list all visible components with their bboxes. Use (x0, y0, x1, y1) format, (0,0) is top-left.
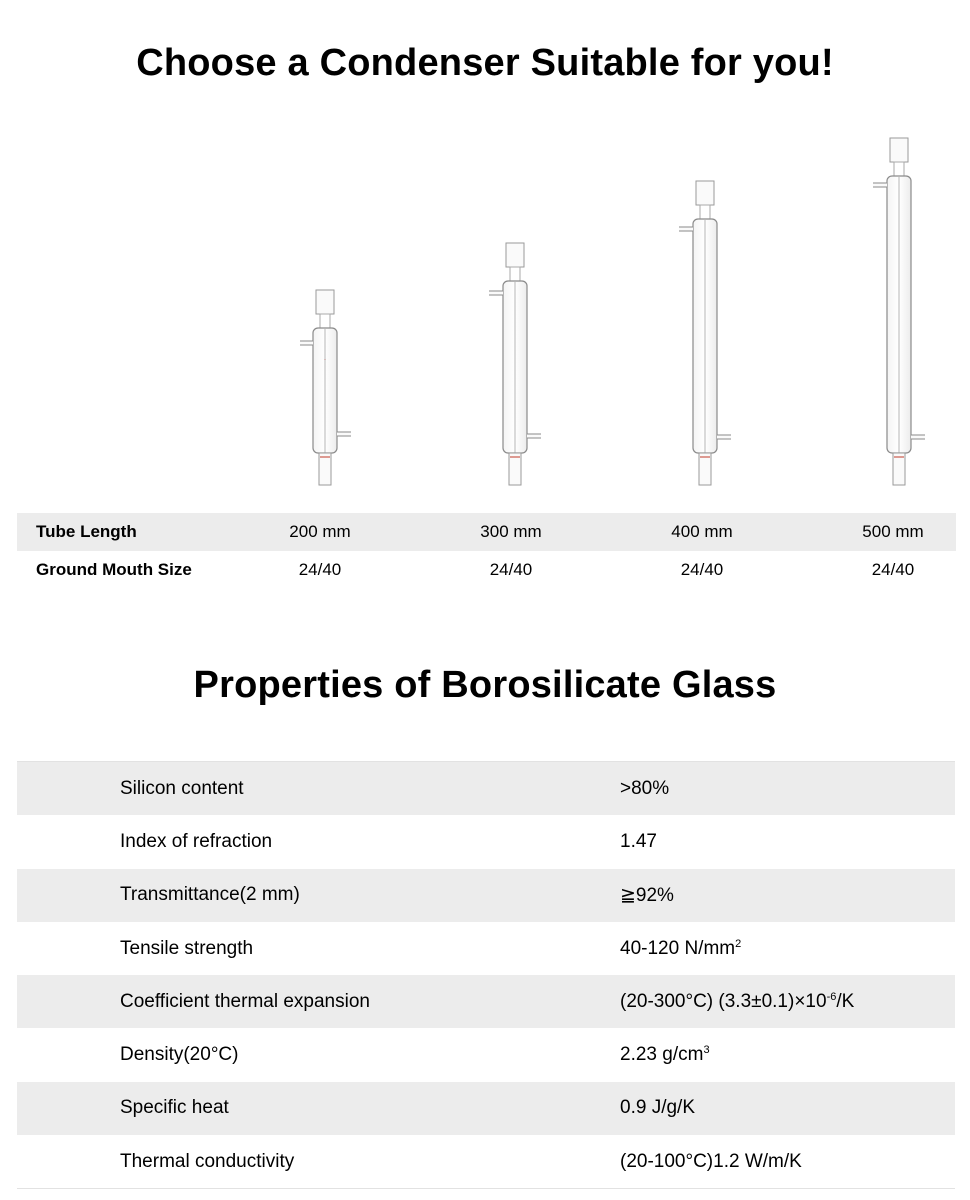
condenser-images (0, 130, 970, 500)
spec-row-ground-mouth-size (17, 551, 956, 589)
property-name: Transmittance(2 mm) (120, 884, 300, 906)
condenser-200mm-image (300, 290, 351, 485)
spec-cell: 24/40 (680, 560, 724, 579)
value-text: 2.23 g/cm (620, 1044, 704, 1066)
property-value: ≧92% (620, 884, 674, 906)
page-title: Choose a Condenser Suitable for you! (136, 42, 834, 84)
table-row (17, 1028, 955, 1081)
condenser-spec-table (17, 513, 956, 589)
table-row (17, 815, 955, 868)
value-text: 40-120 N/mm (620, 937, 736, 959)
value-superscript: 2 (735, 937, 742, 950)
spec-cell: 400 mm (671, 522, 733, 541)
property-value: 1.47 (620, 830, 657, 852)
value-text: (20-300°C) (3.3±0.1)×10 (620, 990, 827, 1012)
spec-label: Tube Length (36, 522, 137, 541)
condenser-400mm-image (679, 181, 731, 485)
property-name: Silicon content (120, 777, 244, 799)
property-name: Thermal conductivity (120, 1150, 295, 1172)
section-title: Properties of Borosilicate Glass (193, 664, 777, 706)
spec-cell: 24/40 (489, 560, 533, 579)
spec-row-tube-length (17, 513, 956, 551)
property-value (620, 938, 741, 960)
table-row (17, 1135, 955, 1188)
value-superscript: 3 (703, 1044, 710, 1057)
property-name: Coefficient thermal expansion (120, 990, 370, 1012)
condenser-300mm-image (489, 243, 541, 485)
value-superscript: -6 (826, 990, 837, 1003)
table-row (17, 762, 955, 815)
spec-cell: 300 mm (480, 522, 542, 541)
condenser-500mm-image (873, 138, 925, 485)
table-row (17, 869, 955, 922)
spec-cell: 500 mm (862, 522, 924, 541)
property-value: 0.9 J/g/K (620, 1097, 695, 1119)
svg-text:~: ~ (324, 357, 326, 361)
property-name: Density(20°C) (120, 1044, 239, 1066)
property-value (620, 991, 854, 1013)
spec-cell: 200 mm (289, 522, 351, 541)
property-name: Index of refraction (120, 830, 273, 852)
spec-label: Ground Mouth Size (36, 560, 192, 579)
table-row (17, 922, 955, 975)
condenser-illustration (0, 130, 970, 500)
property-value: >80% (620, 777, 670, 799)
property-value: (20-100°C)1.2 W/m/K (620, 1150, 802, 1172)
table-row (17, 975, 955, 1028)
properties-table (17, 761, 955, 1189)
property-value (620, 1044, 710, 1066)
property-name: Specific heat (120, 1097, 229, 1119)
value-suffix: /K (836, 990, 855, 1012)
spec-cell: 24/40 (298, 560, 342, 579)
spec-cell: 24/40 (871, 560, 915, 579)
property-name: Tensile strength (120, 937, 254, 959)
table-row (17, 1082, 955, 1135)
